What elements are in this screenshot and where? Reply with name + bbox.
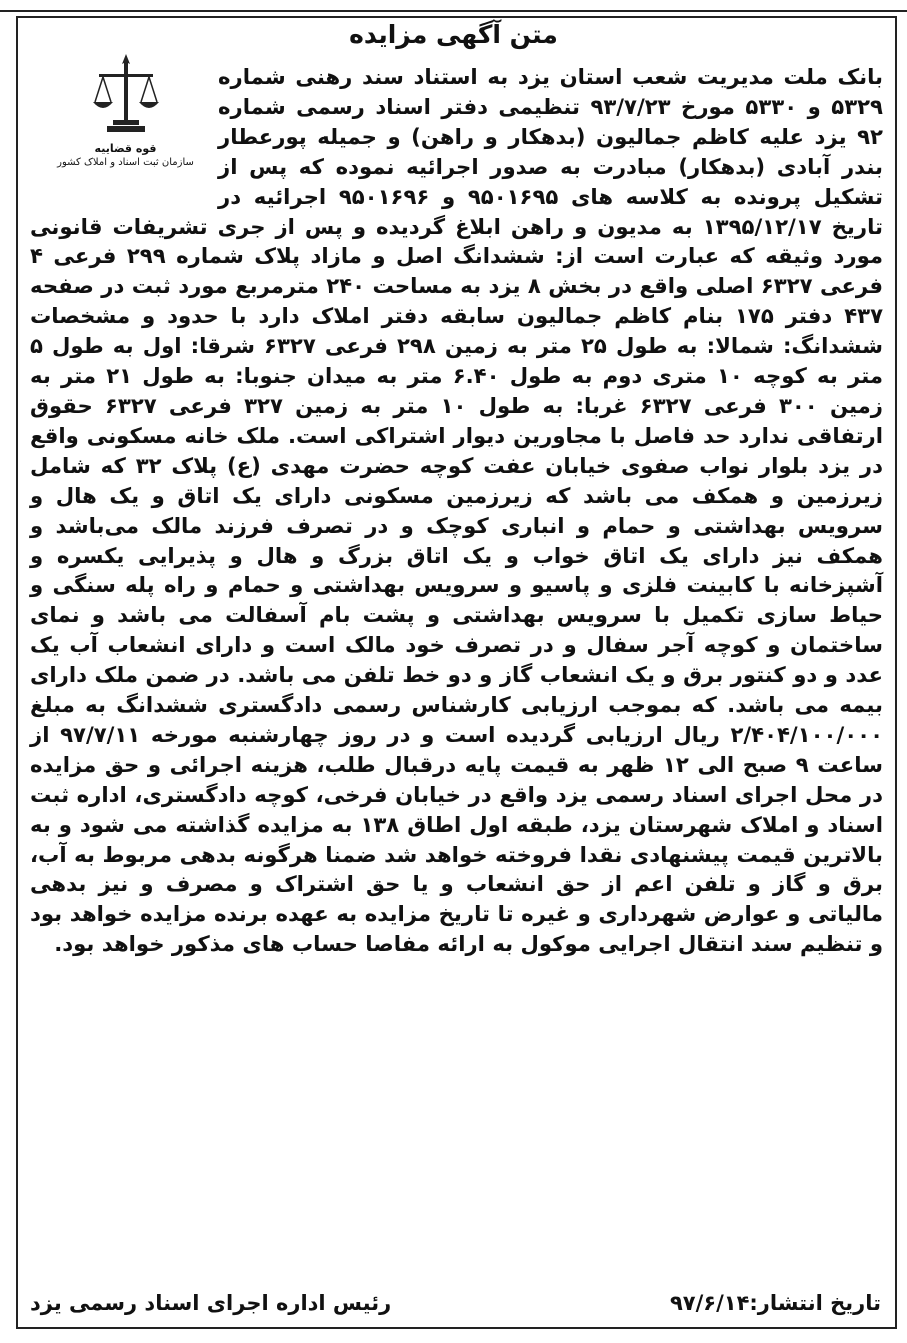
notice-body-container bbox=[30, 62, 883, 1323]
logo-title: قوه قضاییه bbox=[94, 142, 157, 155]
logo-subtitle: سازمان ثبت اسناد و املاک کشور bbox=[57, 157, 194, 168]
logo-float-space bbox=[30, 62, 218, 200]
notice-title: متن آگهی مزایده bbox=[349, 20, 558, 49]
publish-date: تاریخ انتشار:۹۷/۶/۱۴ bbox=[669, 1291, 881, 1315]
notice-body: بانک ملت مدیریت شعب استان یزد به استناد سند رهنی شماره ۵۳۲۹ و ۵۳۳۰ مورخ ۹۳/۷/۲۳ تنظیمی دفتر اسناد رسمی شماره ۹۲ یزد علیه کاظم جمالیون (بدهکار و راهن) و جمیله پورعطار بندر آبادی (بدهکار) مبادرت به صدور اجرائیه نموده که پس از تشکیل پرونده به کلاسه های ۹۵۰۱۶۹۵ و ۹۵۰۱۶۹۶ اجرائیه در تاریخ ۱۳۹۵/۱۲/۱۷ به مدیون و راهن ابلاغ گردیده و پس از جری تشریفات قانونی مورد وثیقه که عبارت است از: ششدانگ اصل و مازاد پلاک شماره ۲۹۹ فرعی ۴ فرعی ۶۳۲۷ اصلی واقع در بخش ۸ یزد به مساحت ۲۴۰ مترمربع مورد ثبت در صفحه ۴۳۷ دفتر ۱۷۵ بنام کاظم جمالیون سابقه دفتر املاک دارد با حدود و مشخصات ششدانگ: شمالا: به طول ۲۵ متر به زمین ۲۹۸ فرعی ۶۳۲۷ شرقا: اول به طول ۵ متر به کوچه ۱۰ متری دوم به طول ۶.۴۰ متر به میدان جنوبا: به طول ۲۱ متر به زمین ۳۰۰ فرعی ۶۳۲۷ غربا: به طول ۱۰ متر به زمین ۳۲۷ فرعی ۶۳۲۷ حقوق ارتفاقی ندارد حد فاصل با مجاورین دیوار اشتراکی است. ملک خانه مسکونی واقع در یزد بلوار نواب صفوی خیابان عفت کوچه حضرت مهدی (ع) پلاک ۳۲ که شامل زیرزمین و همکف می باشد که زیرزمین مسکونی دارای یک اتاق و یک هال و سرویس بهداشتی و حمام و انباری کوچک و در تصرف فرزند مالک می‌باشد و همکف نیز دارای یک اتاق خواب و یک اتاق بزرگ و هال و پذیرایی یکسره و آشپزخانه با کابینت فلزی و پاسیو و سرویس بهداشتی و حمام و راه پله سنگی و حیاط سازی تکمیل با سرویس بهداشتی و پشت بام آسفالت می باشد و نمای ساختمان و کوچه آجر سفال و در تصرف خود مالک است و دارای انشعاب آب یک عدد و دو کنتور برق و یک انشعاب گاز و دو خط تلفن می باشد. در ضمن ملک دارای بیمه می باشد. که بموجب ارزیابی کارشناس رسمی دادگستری ششدانگ به مبلغ ۲/۴۰۴/۱۰۰/۰۰۰ ریال ارزیابی گردیده است و در روز چهارشنبه مورخه ۹۷/۷/۱۱ از ساعت ۹ صبح الی ۱۲ ظهر به قیمت پایه درقبال طلب، هزینه اجرائی و حق مزایده در محل اجرای اسناد رسمی یزد واقع در خیابان فرخی، کوچه دادگستری، اداره ثبت اسناد و املاک شهرستان یزد، طبقه اول اطاق ۱۳۸ به مزایده گذاشته می شود و به بالاترین قیمت پیشنهادی نقدا فروخته خواهد شد ضمنا هرگونه بدهی مربوط به آب، برق و گاز و تلفن اعم از حق انشعاب و یا حق اشتراک و مصرف و نیز بدهی مالیاتی و عوارض شهرداری و غیره تا تاریخ مزایده به عهده برنده مزایده خواهد بود و تنظیم سند انتقال اجرایی موکول به ارائه مفاصا حساب های مذکور خواهد بود. bbox=[30, 64, 884, 957]
notice-footer bbox=[30, 1291, 881, 1321]
signature: رئیس اداره اجرای اسناد رسمی یزد bbox=[30, 1291, 392, 1315]
top-divider bbox=[0, 0, 907, 12]
